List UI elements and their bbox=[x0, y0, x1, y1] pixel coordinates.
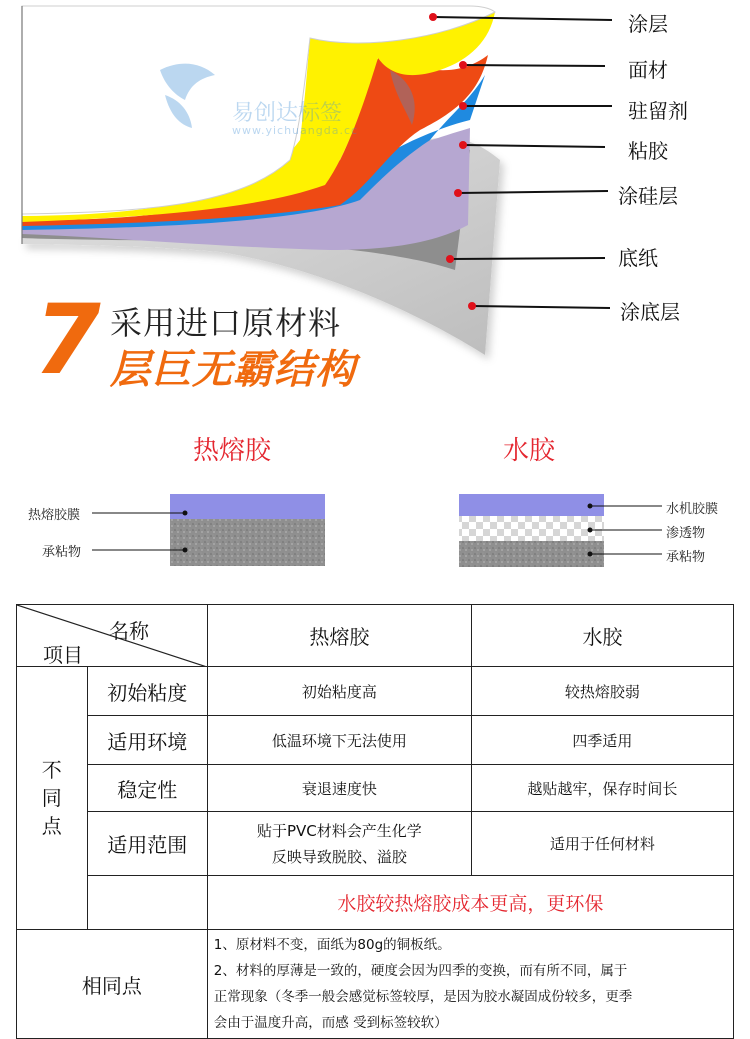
same-note-line: 2、材料的厚薄是一致的，硬度会因为四季的变换，而有所不同，属于 bbox=[213, 963, 628, 979]
banner-line2: 层巨无霸结构 bbox=[110, 347, 356, 393]
hotmelt-title: 热熔胶 bbox=[193, 436, 272, 466]
watermark-url: www.yichuangda.cc bbox=[232, 124, 359, 137]
same-label: 相同点 bbox=[17, 930, 208, 1039]
pointer-dot bbox=[468, 302, 476, 310]
pointer-dot bbox=[446, 255, 454, 263]
cell-hotmelt: 初始粘度高 bbox=[207, 667, 471, 716]
water-label-base: 承粘物 bbox=[666, 550, 706, 565]
header-item: 项目 bbox=[43, 643, 83, 667]
hotmelt-film bbox=[170, 494, 325, 519]
hotmelt-label-base: 承粘物 bbox=[42, 545, 82, 560]
label-silicone: 涂硅层 bbox=[618, 184, 678, 208]
row-label: 初始粘度 bbox=[87, 667, 207, 716]
cell-water: 越贴越牢，保存时间长 bbox=[471, 765, 733, 812]
cell-water: 较热熔胶弱 bbox=[471, 667, 733, 716]
summary-cell: 水胶较热熔胶成本更高，更环保 bbox=[207, 876, 733, 930]
label-retention: 驻留剂 bbox=[628, 99, 688, 123]
cell-hotmelt-line2: 反映导致脱胶、溢胶 bbox=[271, 847, 407, 866]
pointer-dot bbox=[454, 189, 462, 197]
same-note-line: 会由于温度升高，而感 受到标签较软） bbox=[213, 1015, 448, 1031]
label-face-stock: 面材 bbox=[628, 58, 668, 82]
cell-water: 四季适用 bbox=[471, 716, 733, 765]
pointer-dot bbox=[429, 13, 437, 21]
label-coating: 涂层 bbox=[628, 12, 668, 36]
summary-empty-cell bbox=[87, 876, 207, 930]
group-different bbox=[17, 667, 88, 930]
label-backing-paper: 底纸 bbox=[618, 246, 658, 270]
header-water: 水胶 bbox=[471, 605, 733, 667]
cell-hotmelt-line1: 贴于PVC材料会产生化学 bbox=[256, 821, 422, 840]
banner-line1: 采用进口原材料 bbox=[110, 304, 342, 342]
header-name: 名称 bbox=[109, 619, 149, 643]
label-bottom-coat: 涂底层 bbox=[620, 300, 680, 324]
cell-hotmelt: 低温环境下无法使用 bbox=[207, 716, 471, 765]
comparison-table bbox=[16, 604, 734, 1039]
row-label: 适用环境 bbox=[87, 716, 207, 765]
hotmelt-label-film: 热熔胶膜 bbox=[28, 508, 81, 523]
watermark-text: 易创达标签 bbox=[232, 101, 343, 126]
label-adhesive: 粘胶 bbox=[628, 139, 668, 163]
glue-diagrams bbox=[0, 480, 750, 590]
header-diagonal-cell bbox=[17, 605, 208, 667]
banner-number: 7 bbox=[34, 284, 101, 396]
row-label: 适用范围 bbox=[87, 812, 207, 876]
header-hotmelt: 热熔胶 bbox=[207, 605, 471, 667]
same-notes bbox=[207, 930, 733, 1039]
hotmelt-base bbox=[170, 519, 325, 566]
water-base bbox=[459, 541, 604, 567]
cell-hotmelt: 衰退速度快 bbox=[207, 765, 471, 812]
pointer-dot bbox=[459, 102, 467, 110]
water-penetration bbox=[459, 516, 604, 541]
water-label-film: 水机胶膜 bbox=[666, 502, 719, 517]
water-label-penetration: 渗透物 bbox=[666, 526, 706, 541]
water-film bbox=[459, 494, 604, 516]
cell-hotmelt bbox=[207, 812, 471, 876]
same-note-line: 正常现象（冬季一般会感觉标签较厚，是因为胶水凝固成份较多，更季 bbox=[213, 989, 633, 1005]
row-label: 稳定性 bbox=[87, 765, 207, 812]
pointer-dot bbox=[459, 61, 467, 69]
pointer-dot bbox=[459, 141, 467, 149]
cell-water: 适用于任何材料 bbox=[471, 812, 733, 876]
group-different-label: 不同点 bbox=[41, 758, 62, 838]
same-note-line: 1、原材料不变，面纸为80g的铜板纸。 bbox=[213, 937, 451, 953]
water-title: 水胶 bbox=[503, 436, 556, 466]
